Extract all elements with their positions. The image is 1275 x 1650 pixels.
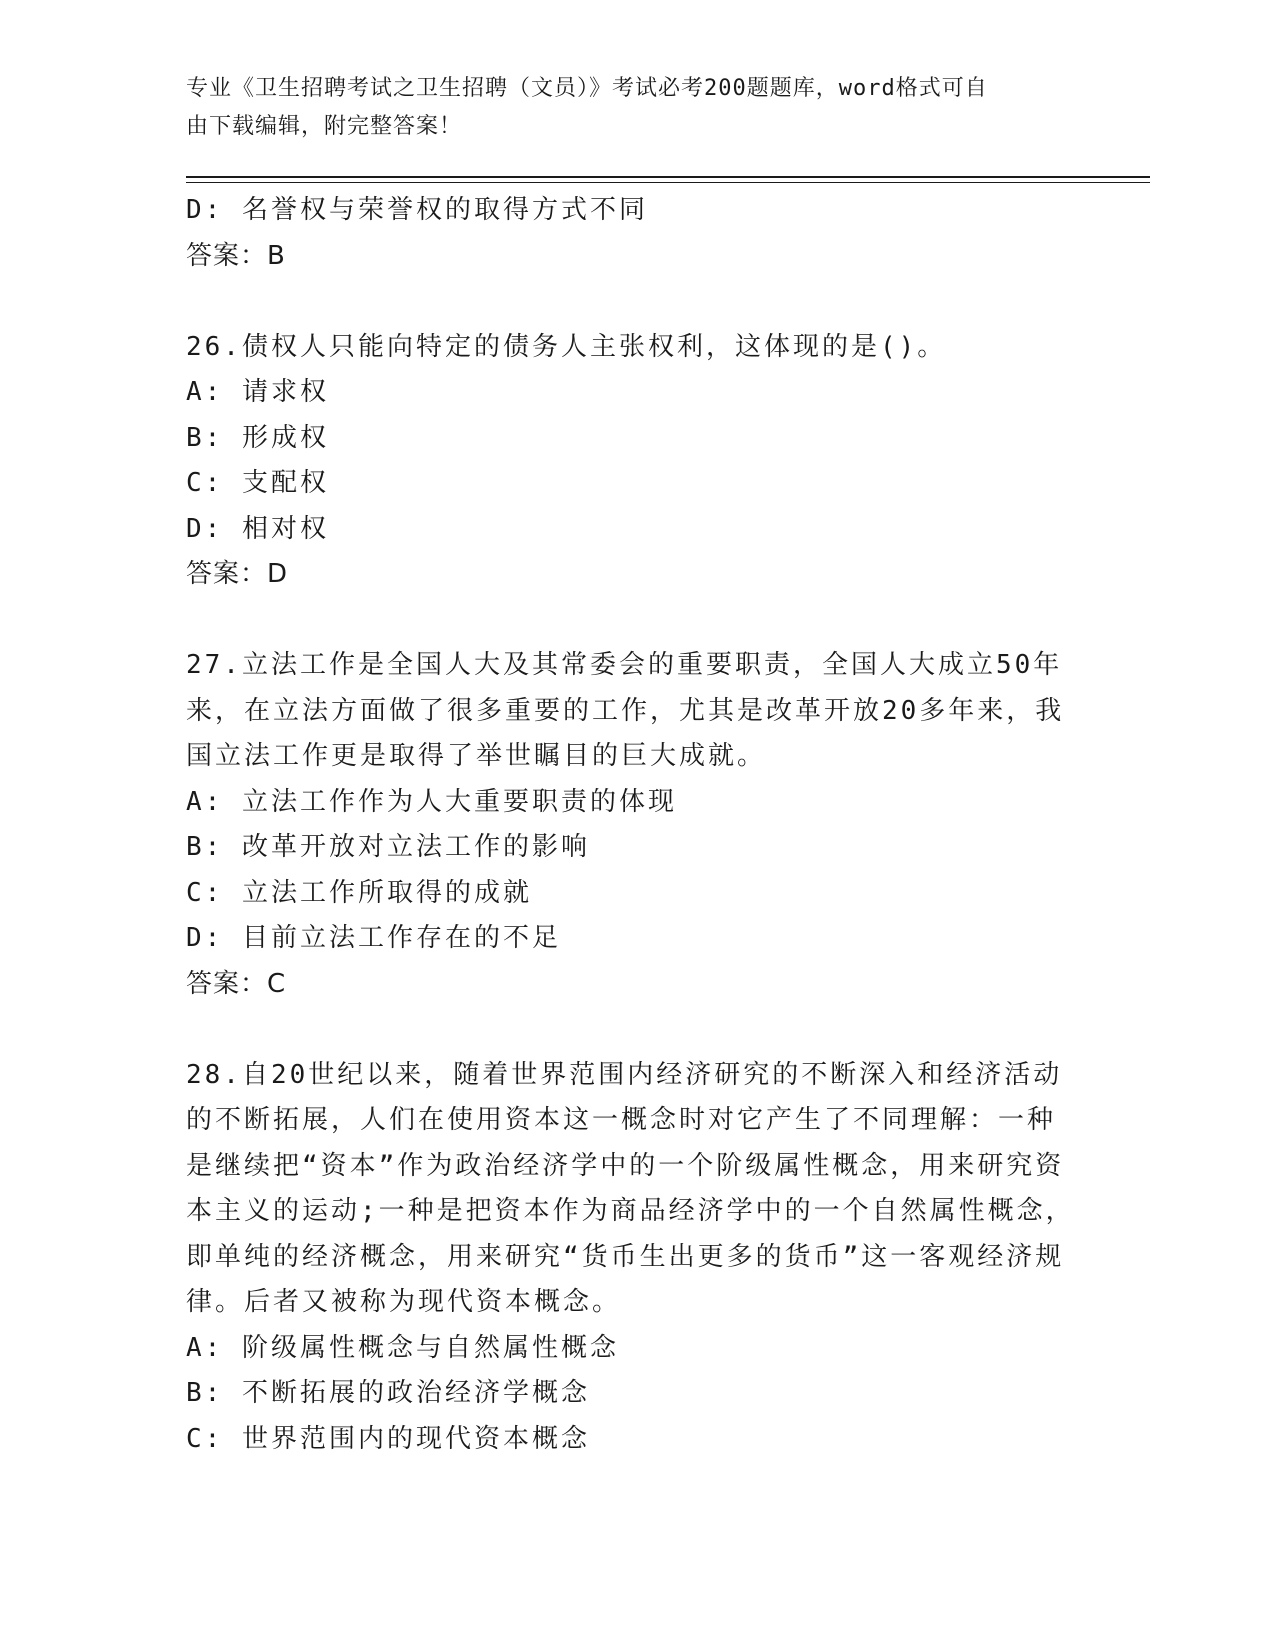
question-stem: 26.债权人只能向特定的债务人主张权利，这体现的是()。 (186, 331, 947, 362)
option-d: D: 名誉权与荣誉权的取得方式不同 (186, 195, 648, 225)
question-26 (186, 325, 1076, 598)
question-stem: 27.立法工作是全国人大及其常委会的重要职责，全国人大成立50年来，在立法方面做了很多重要的工作，尤其是改革开放20多年来，我国立法工作更是取得了举世瞩目的巨大成就。 (186, 650, 1065, 771)
question-list (186, 188, 1076, 1462)
answer-line: 答案：C (186, 968, 287, 999)
answer-line: 答案：B (186, 240, 286, 271)
option-c: C: 支配权 (186, 468, 329, 498)
spacer (186, 279, 1076, 325)
option-b: B: 改革开放对立法工作的影响 (186, 832, 590, 862)
document-header (186, 70, 1066, 146)
header-line-2: 由下载编辑，附完整答案！ (186, 114, 463, 139)
header-rule-thick (186, 176, 1150, 178)
spacer (186, 598, 1076, 644)
question-27 (186, 643, 1076, 1007)
option-c: C: 立法工作所取得的成就 (186, 877, 532, 908)
option-a: A: 请求权 (186, 377, 329, 407)
question-stem: 28.自20世纪以来，随着世界范围内经济研究的不断深入和经济活动的不断拓展，人们在使用资本这一概念时对它产生了不同理解：一种是继续把“资本”作为政治经济学中的一个阶级属性概念，用来研究资本主义的运动;一种是把资本作为商品经济学中的一个自然属性概念，即单纯的经济概念，用来研究“货币生出更多的货币”这一客观经济规律。后者又被称为现代资本概念。 (186, 1059, 1075, 1317)
header-rule-thin (186, 182, 1150, 183)
option-c: C: 世界范围内的现代资本概念 (186, 1423, 590, 1454)
option-b: B: 形成权 (186, 422, 329, 453)
option-a: A: 立法工作作为人大重要职责的体现 (186, 786, 677, 817)
question-28 (186, 1053, 1076, 1463)
option-d: D: 相对权 (186, 513, 329, 544)
header-line-1: 专业《卫生招聘考试之卫生招聘（文员）》考试必考200题题库，word格式可自 (186, 76, 988, 101)
option-a: A: 阶级属性概念与自然属性概念 (186, 1332, 619, 1363)
option-b: B: 不断拓展的政治经济学概念 (186, 1378, 590, 1408)
option-d: D: 目前立法工作存在的不足 (186, 923, 561, 953)
spacer (186, 1007, 1076, 1053)
answer-line: 答案：D (186, 559, 289, 589)
